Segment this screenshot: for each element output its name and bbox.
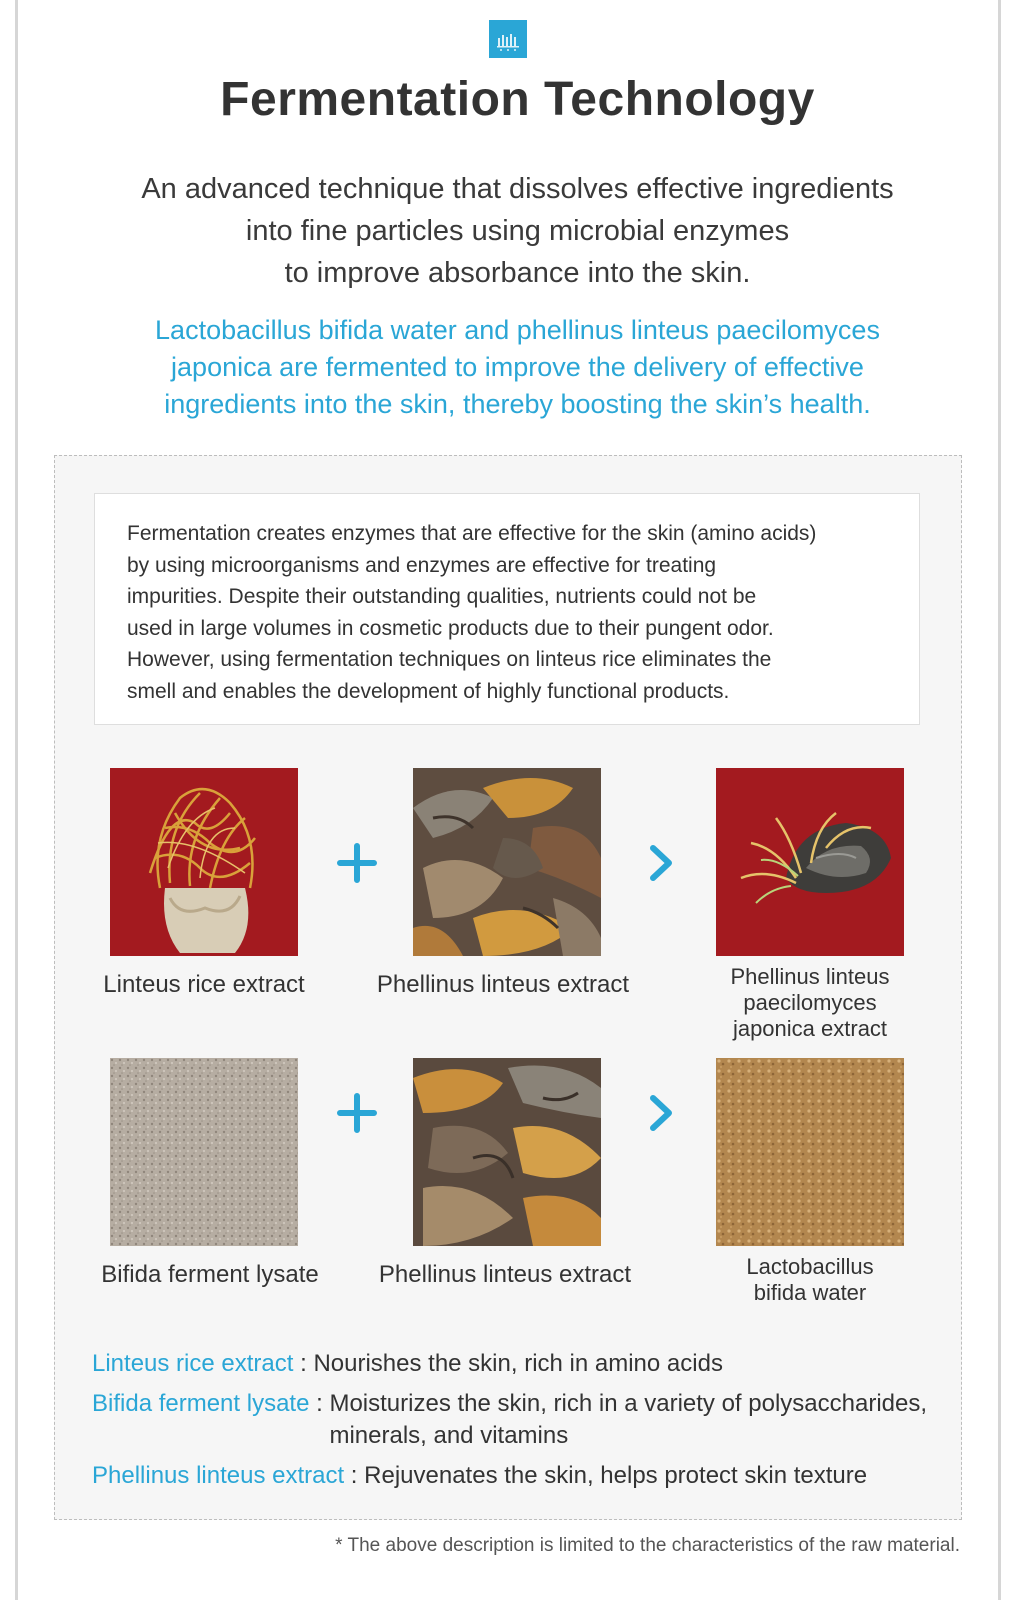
frame-left-border — [15, 0, 18, 1600]
caption-line: paecilomyces — [743, 990, 877, 1015]
definition-separator: : — [344, 1462, 365, 1489]
caption-lactobacillus — [700, 1254, 920, 1306]
description-line: impurities. Despite their outstanding qualities, nutrients could not be — [127, 585, 757, 609]
description-box — [94, 493, 920, 725]
caption-bifida-ferment: Bifida ferment lysate — [101, 1261, 319, 1288]
definition-text: Nourishes the skin, rich in amino acids — [313, 1350, 723, 1377]
caption-line: Phellinus linteus — [730, 964, 890, 989]
page-title: Fermentation Technology — [220, 73, 815, 126]
caption-phellinus: Phellinus linteus extract — [376, 971, 630, 998]
caption-phellinus-paecilomyces — [700, 964, 920, 1042]
definition-row — [92, 1348, 952, 1380]
definition-separator: : — [293, 1350, 314, 1377]
phellinus-photo — [413, 768, 601, 956]
linteus-rice-photo — [110, 768, 298, 956]
definition-term: Phellinus linteus extract — [92, 1462, 345, 1489]
bifida-ferment-photo — [110, 1058, 298, 1246]
caption-line: Lactobacillus — [746, 1254, 874, 1279]
caption-line: bifida water — [753, 1280, 867, 1305]
highlight-line: Lactobacillus bifida water and phellinus linteus paecilomyces — [155, 315, 880, 345]
caption-linteus-rice: Linteus rice extract — [103, 971, 305, 998]
definition-term: Linteus rice extract — [92, 1350, 294, 1377]
description-line: smell and enables the development of highly functional products. — [127, 679, 730, 703]
description-line: by using microorganisms and enzymes are effective for treating — [127, 553, 717, 577]
definition-text: Rejuvenates the skin, helps protect skin texture — [364, 1462, 868, 1489]
description-line: However, using fermentation techniques on linteus rice eliminates the — [127, 648, 772, 672]
definition-term: Bifida ferment lysate — [92, 1390, 310, 1417]
phellinus-photo — [413, 1058, 601, 1246]
definition-separator: : — [309, 1390, 330, 1417]
intro-line: An advanced technique that dissolves effective ingredients — [141, 173, 894, 205]
brand-logo-icon — [489, 20, 527, 58]
highlight-line: japonica are fermented to improve the delivery of effective — [171, 352, 864, 382]
intro-text — [60, 168, 975, 294]
phellinus-paecilomyces-photo — [716, 768, 904, 956]
chevron-right-icon — [636, 838, 686, 888]
plus-icon — [332, 1088, 382, 1138]
definition-text: Moisturizes the skin, rich in a variety of polysaccharides, minerals, and vitamins — [329, 1390, 928, 1449]
description-line: Fermentation creates enzymes that are effective for the skin (amino acids) — [127, 522, 817, 545]
lactobacillus-photo — [716, 1058, 904, 1246]
definition-row — [92, 1388, 952, 1452]
chevron-right-icon — [636, 1088, 686, 1138]
intro-line: into fine particles using microbial enzymes — [245, 215, 790, 247]
highlight-text — [60, 312, 975, 423]
caption-phellinus: Phellinus linteus extract — [378, 1261, 632, 1288]
description-line: used in large volumes in cosmetic products due to their pungent odor. — [127, 616, 774, 640]
caption-line: japonica extract — [732, 1016, 888, 1041]
definition-row — [92, 1460, 952, 1492]
plus-icon — [332, 838, 382, 888]
frame-right-border — [998, 0, 1001, 1600]
intro-line: to improve absorbance into the skin. — [284, 257, 751, 289]
highlight-line: ingredients into the skin, thereby boosting the skin’s health. — [164, 389, 871, 419]
footnote: * The above description is limited to the characteristics of the raw material. — [335, 1535, 960, 1556]
definition-list — [92, 1348, 952, 1500]
